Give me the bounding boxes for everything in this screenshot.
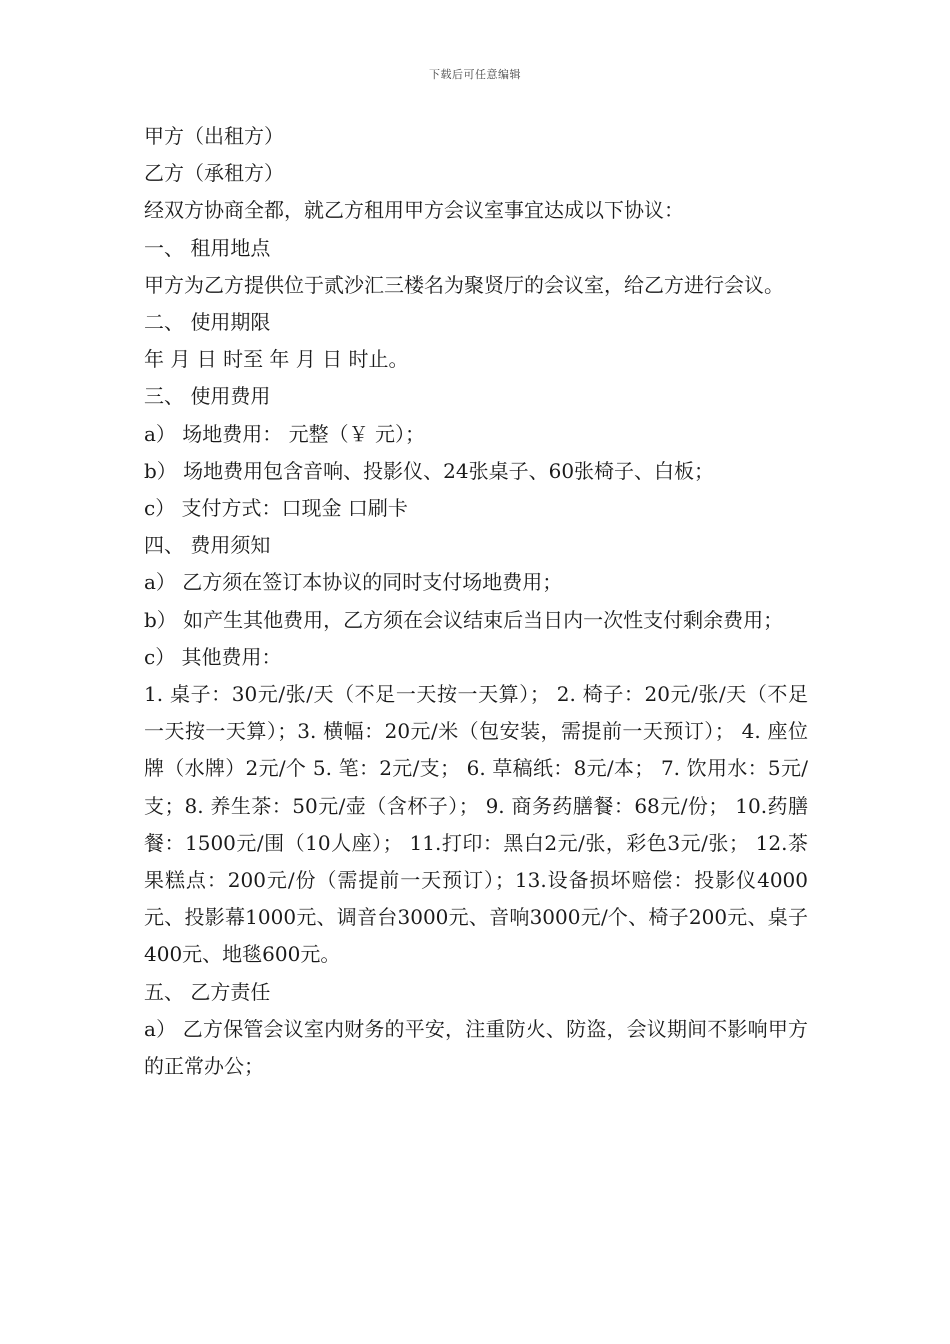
location-paragraph: 甲方为乙方提供位于贰沙汇三楼名为聚贤厅的会议室，给乙方进行会议。	[144, 272, 784, 297]
notice-item-b: b） 如产生其他费用，乙方须在会议结束后当日内一次性支付剩余费用；	[144, 607, 784, 632]
responsibility-item-a: a） 乙方保管会议室内财务的平安，注重防火、防盗，会议期间不影响甲方的正常办公；	[144, 1016, 808, 1079]
notice-item-a: a） 乙方须在签订本协议的同时支付场地费用；	[144, 570, 563, 595]
party-b-line: 乙方（承租方）	[144, 161, 284, 186]
notice-item-c: c） 其他费用：	[144, 644, 282, 669]
section-heading-responsibility: 五、 乙方责任	[144, 979, 271, 1004]
section-heading-fee-notice: 四、 费用须知	[144, 533, 271, 558]
document-body	[144, 118, 808, 1085]
fee-item-a: a） 场地费用： 元整（￥ 元）；	[144, 421, 425, 446]
period-paragraph: 年 月 日 时至 年 月 日 时止。	[144, 347, 409, 372]
fee-item-b: b） 场地费用包含音响、投影仪、24张桌子、60张椅子、白板；	[144, 458, 715, 483]
section-heading-fees: 三、 使用费用	[144, 384, 271, 409]
fee-item-c: c） 支付方式：口现金 口刷卡	[144, 496, 408, 521]
section-heading-period: 二、 使用期限	[144, 310, 271, 335]
section-heading-location: 一、 租用地点	[144, 235, 271, 260]
other-fees-list: 1. 桌子：30元/张/天（不足一天按一天算）； 2. 椅子：20元/张/天（不足一天按一天算）；3. 横幅：20元/米（包安装，需提前一天预订）； 4. 座位牌（水牌）2元/个 5. 笔：2元/支； 6. 草稿纸：8元/本； 7. 饮用水：5元/支；8. 养生茶：50元/壶（含杯子）； 9. 商务药膳餐：68元/份； 10.药膳餐：1500元/围（10人座）； 11.打印：黑白2元/张，彩色3元/张； 12.茶果糕点：200元/份（需提前一天预订）；13.设备损坏赔偿：投影仪4000元、投影幕1000元、调音台3000元、音响3000元/个、椅子200元、桌子400元、地毯600元。	[144, 682, 808, 967]
agreement-intro: 经双方协商全都，就乙方租用甲方会议室事宜达成以下协议：	[144, 198, 684, 223]
header-note: 下载后可任意编辑	[429, 68, 521, 81]
party-a-line: 甲方（出租方）	[144, 124, 284, 148]
